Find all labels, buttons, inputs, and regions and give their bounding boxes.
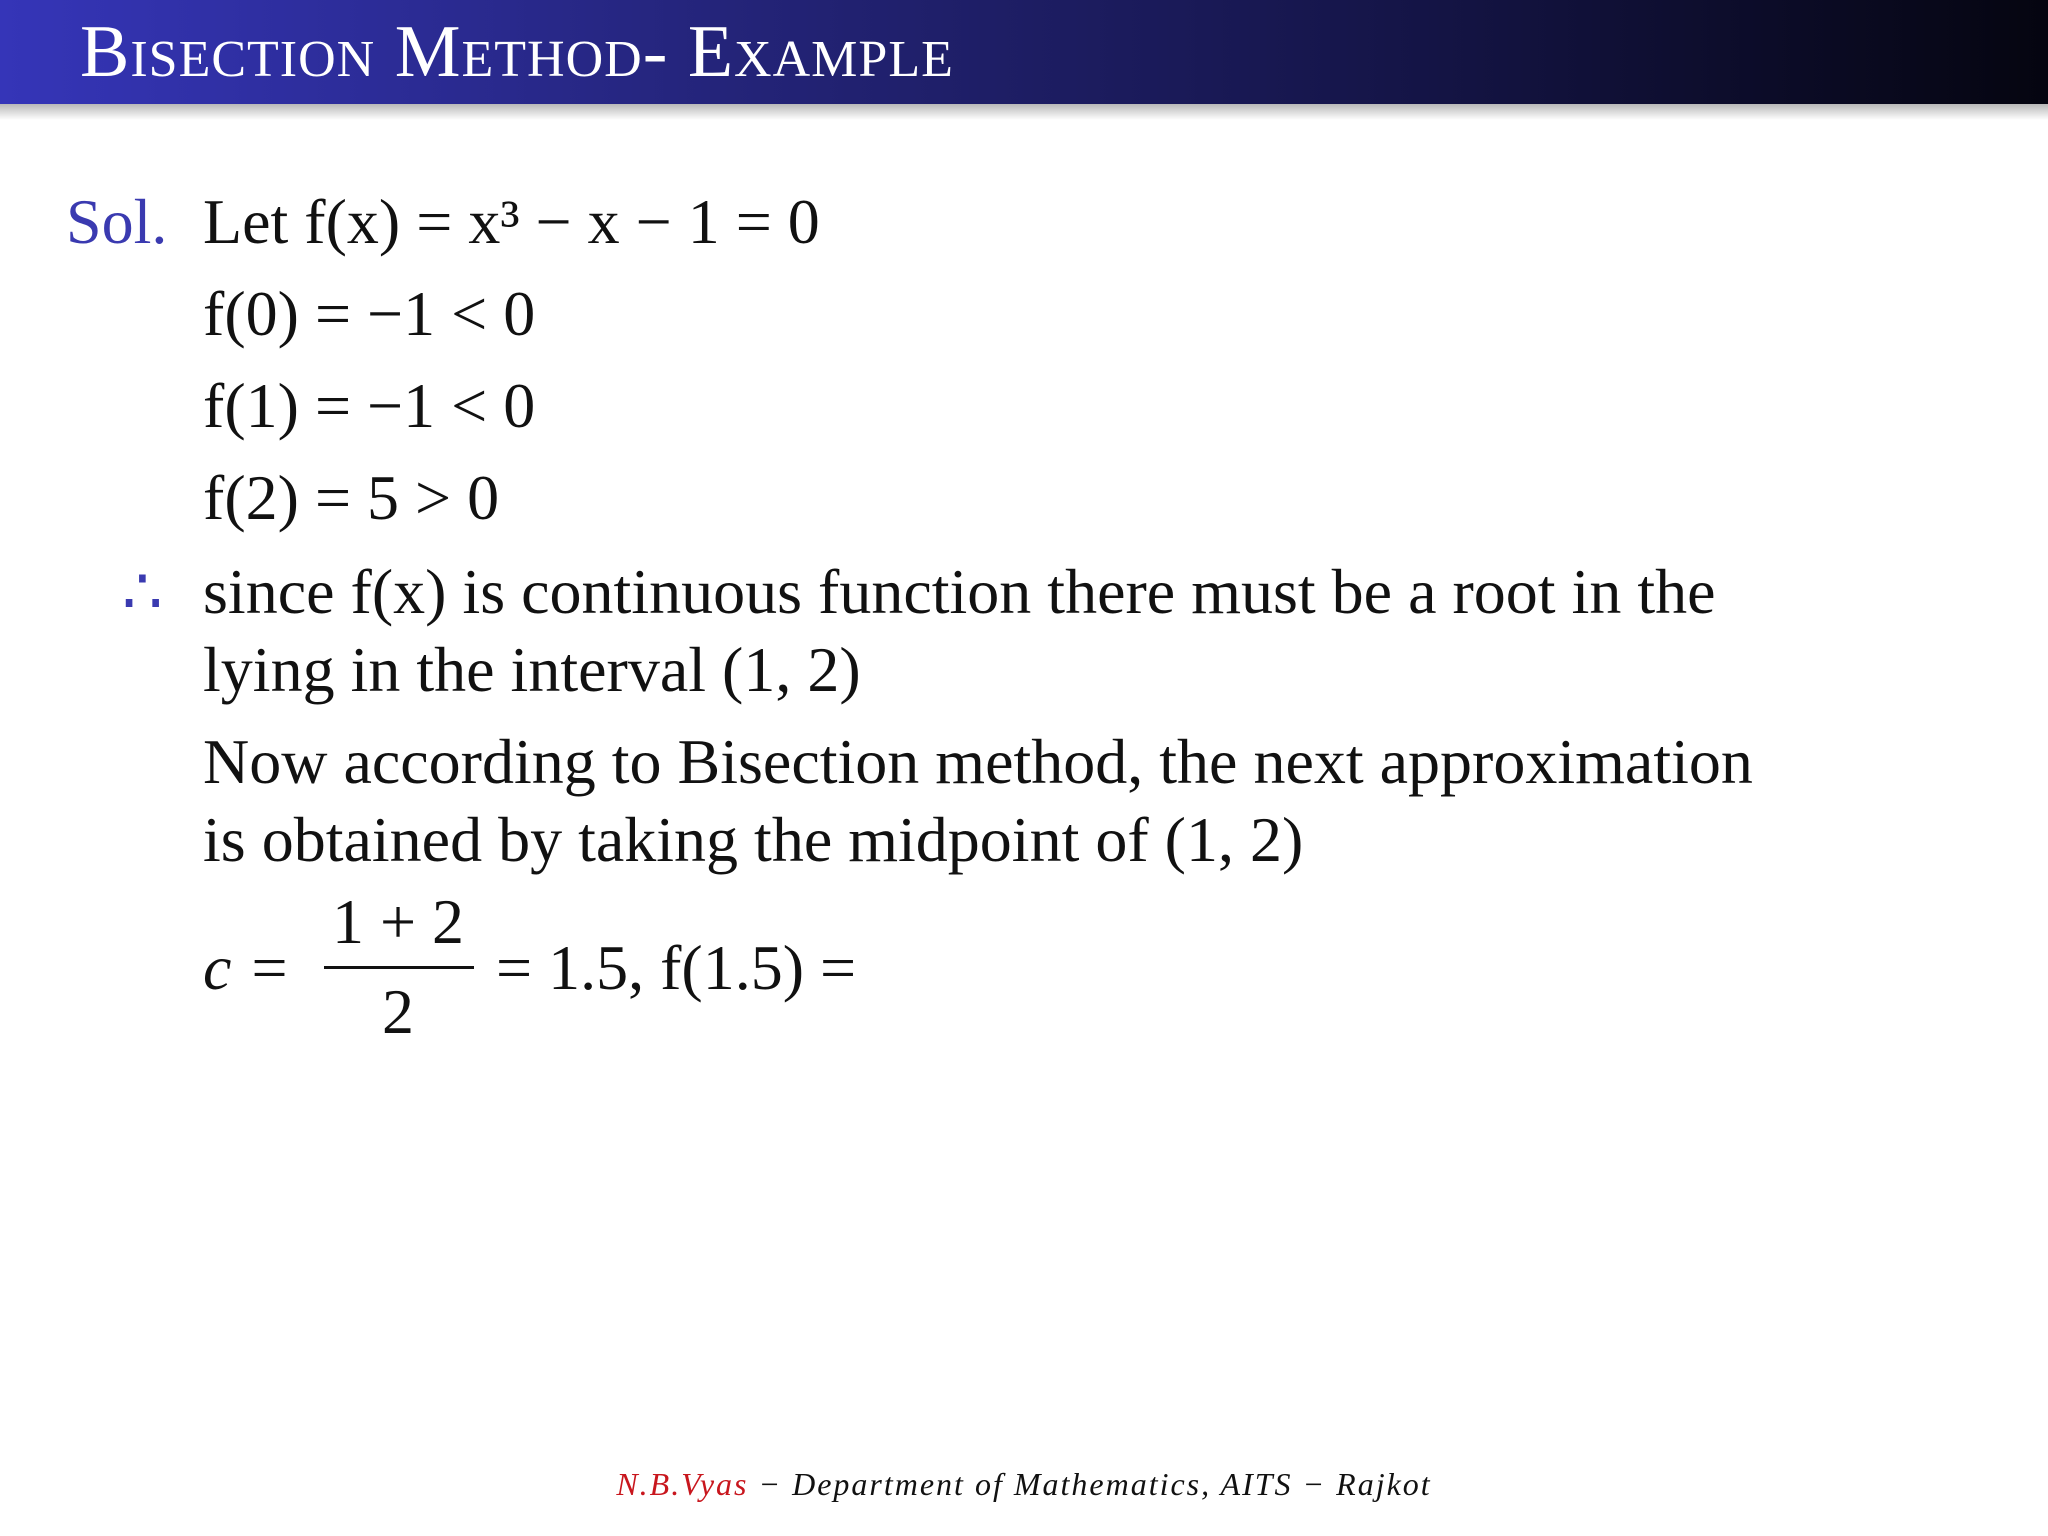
- fraction-denominator: 2: [382, 976, 414, 1047]
- now-line-1: Now according to Bisection method, the next approximation: [203, 726, 1753, 797]
- now-line-2: is obtained by taking the midpoint of (1, 2): [203, 804, 1304, 875]
- sol-label: Sol.: [66, 186, 168, 257]
- slide-footer: [0, 1466, 2048, 1503]
- equation-f0: f(0) = −1 < 0: [203, 278, 536, 349]
- equation-f2: f(2) = 5 > 0: [203, 462, 500, 533]
- header-shadow: [0, 104, 2048, 120]
- c-rhs: = 1.5, f(1.5) =: [496, 932, 857, 1003]
- equation-let: Let f(x) = x³ − x − 1 = 0: [203, 186, 820, 257]
- footer-author: N.B.Vyas: [616, 1466, 749, 1502]
- slide-title: Bisection Method- Example: [80, 11, 954, 93]
- fraction-bar: [324, 966, 474, 969]
- therefore-symbol: ∴: [122, 556, 163, 627]
- since-line-1: since f(x) is continuous function there must be a root in the: [203, 556, 1716, 627]
- since-line-2: lying in the interval (1, 2): [203, 634, 861, 705]
- footer-affiliation: − Department of Mathematics, AITS − Rajkot: [748, 1466, 1432, 1502]
- c-lhs: c =: [203, 932, 291, 1003]
- fraction-numerator: 1 + 2: [331, 886, 465, 957]
- equation-f1: f(1) = −1 < 0: [203, 370, 536, 441]
